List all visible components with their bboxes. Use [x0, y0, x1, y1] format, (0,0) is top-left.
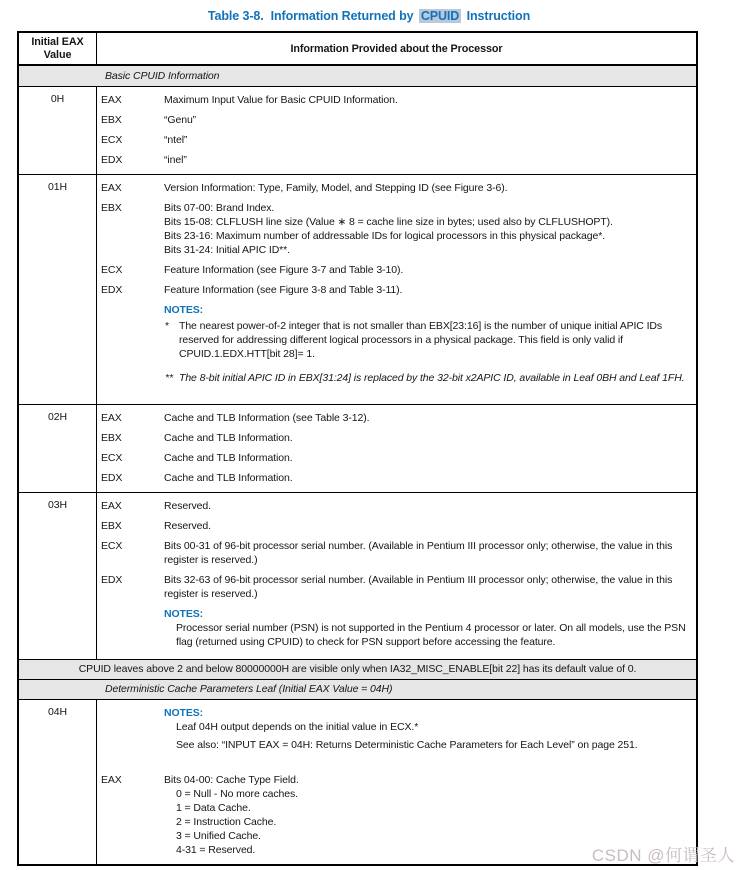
- register-entry: [101, 283, 692, 297]
- notes-label: NOTES:: [164, 707, 204, 719]
- register-description: [164, 519, 692, 533]
- register-entry: [101, 317, 692, 363]
- notes-label: NOTES:: [164, 304, 204, 316]
- header-cell-initial-eax-value: [19, 33, 97, 64]
- register-description: [164, 607, 692, 621]
- leaf-content-cell: [97, 175, 696, 404]
- register-label: EDX: [101, 574, 123, 586]
- description-line: Bits 23-16: Maximum number of addressable IDs for logical processors in this physical package*.: [164, 230, 606, 242]
- leaf-content-cell: [97, 493, 696, 659]
- register-label: [101, 738, 164, 756]
- note-body: Processor serial number (PSN) is not supported in the Pentium 4 processor or later. On all models, use the PSN flag (returned using CPUID) to check for PSN support before accessing the feature.: [176, 622, 686, 648]
- register-label: [101, 303, 164, 317]
- register-entry: [101, 471, 692, 485]
- register-entry: [101, 431, 692, 445]
- leaf-value-cell: 01H: [19, 175, 97, 404]
- register-label: EDX: [101, 154, 123, 166]
- leaf-value-cell: 02H: [19, 405, 97, 492]
- register-entry: [101, 607, 692, 621]
- register-entry: [101, 519, 692, 533]
- register-entry: [101, 720, 692, 738]
- description-line: Cache and TLB Information.: [164, 432, 293, 444]
- description-line: 3 = Unified Cache.: [176, 830, 261, 842]
- register-label: EDX: [101, 284, 123, 296]
- register-label: ECX: [101, 134, 123, 146]
- register-description: [164, 706, 692, 720]
- register-label: EBX: [101, 520, 122, 532]
- register-description: [164, 153, 692, 167]
- description-line: Bits 31-24: Initial APIC ID**.: [164, 244, 290, 256]
- table-header-row: [19, 33, 696, 66]
- register-description: [164, 113, 692, 127]
- register-description: [164, 93, 692, 107]
- footnote-marker: **: [165, 372, 173, 384]
- register-entry: [101, 621, 692, 653]
- description-line: Bits 00-31 of 96-bit processor serial number. (Available in Pentium III processor only; otherwise, the value in this register is reserved.): [164, 540, 673, 566]
- register-entry: [101, 263, 692, 277]
- leaf-content-cell: [97, 87, 696, 174]
- register-entry: [101, 201, 692, 257]
- register-label: [101, 607, 164, 621]
- note-body: See also: “INPUT EAX = 04H: Returns Deterministic Cache Parameters for Each Level” on page 251.: [176, 739, 638, 751]
- register-description: [164, 621, 692, 653]
- register-label: [101, 706, 164, 720]
- description-line: Bits 07-00: Brand Index.: [164, 202, 275, 214]
- register-description: [164, 539, 692, 567]
- table-row-leaf-04h: [19, 700, 696, 864]
- caption-text-before: Information Returned by: [270, 9, 414, 23]
- register-description: [164, 499, 692, 513]
- description-line: Maximum Input Value for Basic CPUID Information.: [164, 94, 398, 106]
- description-line: 1 = Data Cache.: [176, 802, 251, 814]
- register-entry: [101, 369, 692, 387]
- register-entry: [101, 451, 692, 465]
- register-description: [164, 431, 692, 445]
- register-description: [164, 303, 692, 317]
- leaf-content-cell: [97, 700, 696, 864]
- register-entry: [101, 738, 692, 756]
- register-label: ECX: [101, 540, 123, 552]
- header-initial-eax-line2: Value: [43, 48, 72, 61]
- register-label: EAX: [101, 182, 122, 194]
- description-line: Bits 32-63 of 96-bit processor serial number. (Available in Pentium III processor only; otherwise, the value in this register is reserved.): [164, 574, 673, 600]
- register-description: [164, 201, 692, 257]
- register-label: ECX: [101, 264, 123, 276]
- register-label: EBX: [101, 432, 122, 444]
- description-line: Feature Information (see Figure 3-7 and Table 3-10).: [164, 264, 404, 276]
- watermark: CSDN @何谓圣人: [591, 846, 735, 865]
- cpuid-info-table: [17, 31, 698, 866]
- leaf-value-cell: 04H: [19, 700, 97, 864]
- table-row-leaf-0h: [19, 87, 696, 175]
- note-body: Leaf 04H output depends on the initial value in ECX.*: [176, 721, 419, 733]
- header-cell-information: Information Provided about the Processor: [290, 42, 503, 55]
- description-line: Cache and TLB Information.: [164, 472, 293, 484]
- table-row-leaf-03h: [19, 493, 696, 660]
- register-entry: [101, 93, 692, 107]
- table-row-leaf-02h: [19, 405, 696, 493]
- description-line: Feature Information (see Figure 3-8 and Table 3-11).: [164, 284, 403, 296]
- table-row-leaf-01h: [19, 175, 696, 405]
- register-description: [164, 133, 692, 147]
- register-description: [164, 317, 692, 363]
- register-description: [164, 573, 692, 601]
- register-description: [164, 471, 692, 485]
- register-description: [164, 738, 692, 756]
- search-highlight: CPUID: [420, 9, 460, 23]
- register-description: [164, 263, 692, 277]
- register-entry: [101, 411, 692, 425]
- register-entry: [101, 303, 692, 317]
- register-label: [101, 720, 164, 738]
- register-label: EDX: [101, 472, 123, 484]
- description-line: “Genu”: [164, 114, 197, 126]
- description-line: “ntel”: [164, 134, 188, 146]
- register-entry: [101, 113, 692, 127]
- table-row-section-title: Deterministic Cache Parameters Leaf (Initial EAX Value = 04H): [19, 680, 696, 700]
- register-label: EAX: [101, 94, 122, 106]
- register-entry: [101, 706, 692, 720]
- table-row-note-banner: CPUID leaves above 2 and below 80000000H are visible only when IA32_MISC_ENABLE[bit 22] has its default value of 0.: [19, 660, 696, 680]
- register-description: [164, 451, 692, 465]
- footnote-marker: *: [165, 320, 169, 332]
- leaf-content-cell: [97, 405, 696, 492]
- register-description: [164, 283, 692, 297]
- description-line: Reserved.: [164, 520, 211, 532]
- register-entry: [101, 573, 692, 601]
- notes-label: NOTES:: [164, 608, 204, 620]
- description-line: 4-31 = Reserved.: [176, 844, 256, 856]
- description-line: Version Information: Type, Family, Model, and Stepping ID (see Figure 3-6).: [164, 182, 508, 194]
- register-entry: [101, 181, 692, 195]
- description-line: 2 = Instruction Cache.: [176, 816, 277, 828]
- register-description: [164, 411, 692, 425]
- description-line: Bits 15-08: CLFLUSH line size (Value ∗ 8 = cache line size in bytes; used also by CLFLUSHOPT).: [164, 216, 613, 228]
- register-label: EAX: [101, 774, 122, 786]
- register-entry: [101, 539, 692, 567]
- description-line: Bits 04-00: Cache Type Field.: [164, 774, 299, 786]
- spacer: [101, 756, 692, 773]
- header-initial-eax-line1: Initial EAX: [31, 35, 84, 48]
- register-entry: [101, 499, 692, 513]
- footnote-paragraph: * The nearest power-of-2 integer that is not smaller than EBX[23:16] is the number of unique initial APIC IDs reserved for addressing different logical processors in a physical package. This field is only valid if CPUID.1.EDX.HTT[bit 28]= 1.: [165, 320, 663, 360]
- description-line: Cache and TLB Information (see Table 3-12).: [164, 412, 370, 424]
- leaf-value-cell: 0H: [19, 87, 97, 174]
- register-description: [164, 369, 692, 387]
- register-entry: [101, 153, 692, 167]
- register-label: [101, 621, 164, 653]
- table-body: [19, 66, 696, 864]
- register-description: [164, 720, 692, 738]
- table-caption: [0, 9, 738, 23]
- description-line: “inel”: [164, 154, 187, 166]
- register-label: ECX: [101, 452, 123, 464]
- footnote-paragraph: ** The 8-bit initial APIC ID in EBX[31:24] is replaced by the 32-bit x2APIC ID, available in Leaf 0BH and Leaf 1FH.: [165, 372, 685, 384]
- register-label: [101, 317, 164, 363]
- register-label: EAX: [101, 500, 122, 512]
- register-label: EAX: [101, 412, 122, 424]
- table-number: Table 3-8.: [207, 9, 264, 23]
- description-line: 0 = Null - No more caches.: [176, 788, 298, 800]
- leaf-value-cell: 03H: [19, 493, 97, 659]
- caption-text-after: Instruction: [466, 9, 531, 23]
- register-entry: [101, 133, 692, 147]
- table-row-section-title: Basic CPUID Information: [19, 66, 696, 87]
- register-description: [164, 181, 692, 195]
- description-line: Reserved.: [164, 500, 211, 512]
- register-label: EBX: [101, 114, 122, 126]
- register-label: EBX: [101, 202, 122, 214]
- description-line: Cache and TLB Information.: [164, 452, 293, 464]
- register-label: [101, 369, 164, 387]
